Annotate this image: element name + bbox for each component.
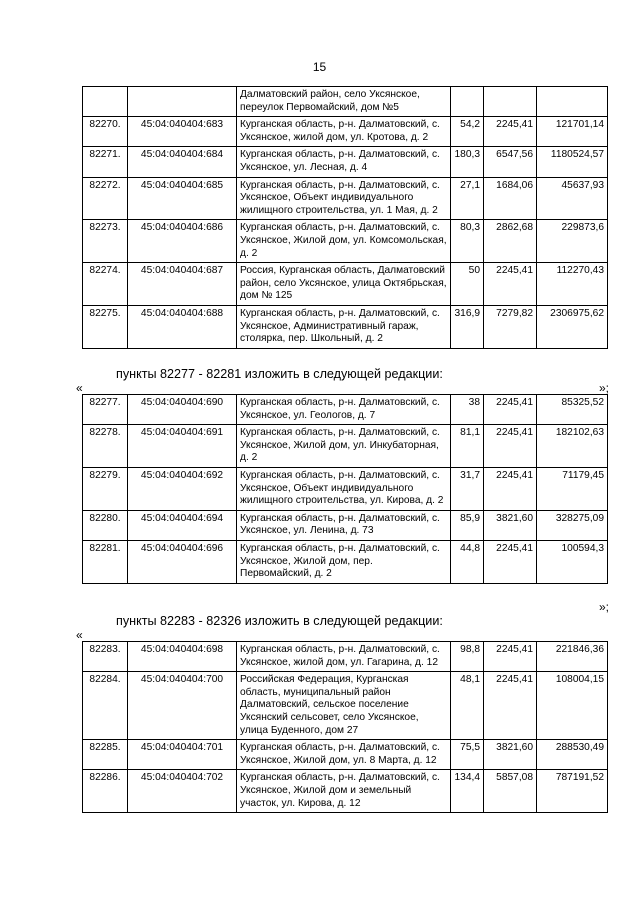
value-cell [537,87,608,117]
table-row [83,117,608,147]
value-cell: 100594,3 [537,540,608,583]
value-cell: 45637,93 [537,177,608,220]
rate-cell [484,87,537,117]
address-cell: Курганская область, р-н. Далматовский, с. Уксянское, Объект индивидуального жилищного строительства, ул. Кирова, д. 2 [237,467,451,510]
cadastral-number: 45:04:040404:683 [128,117,237,147]
cadastral-number: 45:04:040404:696 [128,540,237,583]
area-cell: 75,5 [451,740,484,770]
cadastral-number: 45:04:040404:685 [128,177,237,220]
cadastral-number: 45:04:040404:684 [128,147,237,177]
area-cell: 80,3 [451,220,484,263]
address-cell: Курганская область, р-н. Далматовский, с. Уксянское, Объект индивидуального жилищного строительства, ул. 1 Мая, д. 2 [237,177,451,220]
rate-cell: 1684,06 [484,177,537,220]
cadastral-number: 45:04:040404:701 [128,740,237,770]
address-cell: Курганская область, р-н. Далматовский, с. Уксянское, Жилой дом, ул. 8 Марта, д. 12 [237,740,451,770]
table-row [83,87,608,117]
table-row [83,467,608,510]
address-cell: Курганская область, р-н. Далматовский, с. Уксянское, Административный гараж, столярка, пер. Школьный, д. 2 [237,305,451,348]
area-cell: 50 [451,263,484,306]
area-cell: 180,3 [451,147,484,177]
address-cell: Курганская область, р-н. Далматовский, с. Уксянское, ул. Лесная, д. 4 [237,147,451,177]
value-cell: 288530,49 [537,740,608,770]
table-row [83,770,608,813]
area-cell: 27,1 [451,177,484,220]
value-cell: 108004,15 [537,672,608,740]
address-cell: Курганская область, р-н. Далматовский, с. Уксянское, Жилой дом и земельный участок, ул. Кирова, д. 12 [237,770,451,813]
area-cell: 31,7 [451,467,484,510]
rate-cell: 2245,41 [484,642,537,672]
rate-cell: 2245,41 [484,425,537,468]
address-cell: Курганская область, р-н. Далматовский, с. Уксянское, жилой дом, ул. Кротова, д. 2 [237,117,451,147]
section-heading: пункты 82277 - 82281 изложить в следующей редакции: [116,367,443,381]
row-number: 82272. [83,177,128,220]
value-cell: 787191,52 [537,770,608,813]
area-cell: 54,2 [451,117,484,147]
table-row [83,740,608,770]
area-cell: 316,9 [451,305,484,348]
area-cell: 134,4 [451,770,484,813]
opening-quote-mark: « [76,628,83,642]
value-cell: 121701,14 [537,117,608,147]
address-cell: Россия, Курганская область, Далматовский район, село Уксянское, улица Октябрьская, дом № 125 [237,263,451,306]
row-number: 82284. [83,672,128,740]
table-row [83,147,608,177]
value-cell: 328275,09 [537,510,608,540]
register-table [82,86,608,349]
cadastral-number: 45:04:040404:688 [128,305,237,348]
rate-cell: 2245,41 [484,540,537,583]
rate-cell: 2245,41 [484,672,537,740]
page-number: 15 [312,60,327,74]
rate-cell: 5857,08 [484,770,537,813]
register-table [82,641,608,813]
row-number [83,87,128,117]
rate-cell: 7279,82 [484,305,537,348]
rate-cell: 2245,41 [484,117,537,147]
address-cell: Курганская область, р-н. Далматовский, с. Уксянское, жилой дом, ул. Гагарина, д. 12 [237,642,451,672]
table-row [83,672,608,740]
cadastral-number: 45:04:040404:690 [128,395,237,425]
row-number: 82278. [83,425,128,468]
cadastral-number: 45:04:040404:686 [128,220,237,263]
rate-cell: 6547,56 [484,147,537,177]
rate-cell: 2245,41 [484,395,537,425]
address-cell: Курганская область, р-н. Далматовский, с. Уксянское, ул. Ленина, д. 73 [237,510,451,540]
closing-quote-mark: »; [598,381,609,395]
table-row [83,510,608,540]
row-number: 82271. [83,147,128,177]
row-number: 82275. [83,305,128,348]
value-cell: 112270,43 [537,263,608,306]
section-heading: пункты 82283 - 82326 изложить в следующей редакции: [116,614,443,628]
area-cell: 98,8 [451,642,484,672]
cadastral-number [128,87,237,117]
area-cell: 81,1 [451,425,484,468]
cadastral-number: 45:04:040404:700 [128,672,237,740]
row-number: 82283. [83,642,128,672]
address-cell: Курганская область, р-н. Далматовский, с. Уксянское, Жилой дом, ул. Комсомольская, д. 2 [237,220,451,263]
row-number: 82277. [83,395,128,425]
area-cell: 48,1 [451,672,484,740]
row-number: 82273. [83,220,128,263]
row-number: 82281. [83,540,128,583]
cadastral-number: 45:04:040404:691 [128,425,237,468]
cadastral-number: 45:04:040404:687 [128,263,237,306]
address-cell: Далматовский район, село Уксянское, переулок Первомайский, дом №5 [237,87,451,117]
table-row [83,263,608,306]
rate-cell: 2862,68 [484,220,537,263]
table-row [83,177,608,220]
value-cell: 221846,36 [537,642,608,672]
cadastral-number: 45:04:040404:702 [128,770,237,813]
address-cell: Курганская область, р-н. Далматовский, с. Уксянское, Жилой дом, пер. Первомайский, д. 2 [237,540,451,583]
area-cell: 44,8 [451,540,484,583]
cadastral-number: 45:04:040404:698 [128,642,237,672]
row-number: 82286. [83,770,128,813]
table-row [83,220,608,263]
value-cell: 1180524,57 [537,147,608,177]
rate-cell: 2245,41 [484,263,537,306]
rate-cell: 3821,60 [484,740,537,770]
row-number: 82279. [83,467,128,510]
table-row [83,642,608,672]
row-number: 82280. [83,510,128,540]
closing-quote-mark: »; [598,600,609,614]
table-row [83,425,608,468]
value-cell: 71179,45 [537,467,608,510]
rate-cell: 3821,60 [484,510,537,540]
row-number: 82285. [83,740,128,770]
table-row [83,540,608,583]
cadastral-number: 45:04:040404:692 [128,467,237,510]
opening-quote-mark: « [76,381,83,395]
area-cell: 38 [451,395,484,425]
address-cell: Российская Федерация, Курганская область, муниципальный район Далматовский, сельское поселение Уксянский сельсовет, село Уксянское, улица Буденного, дом 27 [237,672,451,740]
table-row [83,395,608,425]
address-cell: Курганская область, р-н. Далматовский, с. Уксянское, Жилой дом, ул. Инкубаторная, д. 2 [237,425,451,468]
row-number: 82274. [83,263,128,306]
rate-cell: 2245,41 [484,467,537,510]
cadastral-number: 45:04:040404:694 [128,510,237,540]
row-number: 82270. [83,117,128,147]
value-cell: 229873,6 [537,220,608,263]
value-cell: 2306975,62 [537,305,608,348]
area-cell [451,87,484,117]
value-cell: 182102,63 [537,425,608,468]
register-table [82,394,608,584]
area-cell: 85,9 [451,510,484,540]
value-cell: 85325,52 [537,395,608,425]
table-row [83,305,608,348]
address-cell: Курганская область, р-н. Далматовский, с. Уксянское, ул. Геологов, д. 7 [237,395,451,425]
